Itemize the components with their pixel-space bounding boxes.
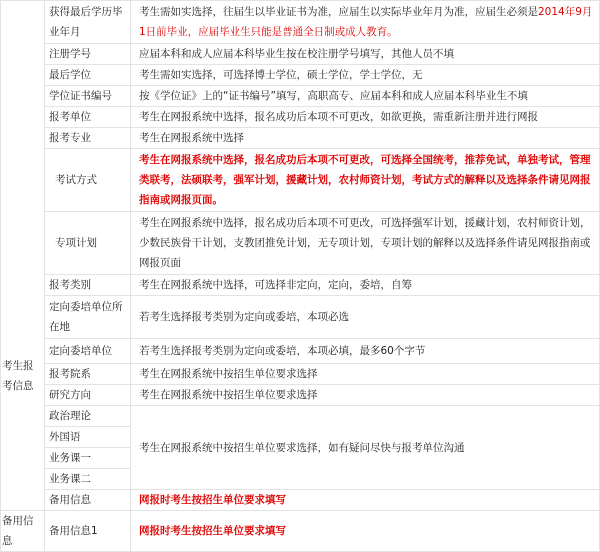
field-label-politics: 政治理论 bbox=[49, 410, 91, 422]
group-label-apply-info: 考生报考信息 bbox=[2, 359, 34, 392]
table-row bbox=[1, 65, 600, 86]
table-row bbox=[1, 275, 600, 296]
table-row bbox=[1, 364, 600, 385]
table-row bbox=[1, 339, 600, 364]
field-label-directed-unit: 定向委培单位 bbox=[49, 345, 112, 357]
field-label-directed-loc: 定向委培单位所在地 bbox=[49, 301, 123, 333]
field-desc-backup: 网报时考生按招生单位要求填写 bbox=[139, 494, 286, 506]
field-label-course1: 业务课一 bbox=[49, 452, 91, 464]
table-row bbox=[1, 149, 600, 212]
field-desc-directed-loc: 若考生选择报考类别为定向或委培，本项必选 bbox=[139, 311, 349, 323]
table-row bbox=[1, 385, 600, 406]
field-desc-reg-no: 应届本科和成人应届本科毕业生按在校注册学号填写，其他人员不填 bbox=[139, 48, 454, 60]
field-desc-grad-time-highlight: 2014年9月1日前毕业，应届毕业生只能是普通全日制或成人教育。 bbox=[139, 6, 593, 38]
field-desc-subjects: 考生在网报系统中按招生单位要求选择，如有疑问尽快与报考单位沟通 bbox=[139, 441, 465, 454]
field-desc-research-dir: 考生在网报系统中按招生单位要求选择 bbox=[139, 389, 318, 401]
table-row bbox=[1, 490, 600, 511]
field-desc-apply-dept: 考生在网报系统中按招生单位要求选择 bbox=[139, 368, 318, 380]
field-name-cell bbox=[45, 1, 131, 44]
field-desc-degree-cert: 按《学位证》上的“证书编号”填写，高职高专、应届本科和成人应届本科毕业生不填 bbox=[139, 90, 528, 102]
field-desc-apply-type: 考生在网报系统中选择，可选择非定向，定向，委培，自筹 bbox=[139, 279, 412, 291]
table-row bbox=[1, 44, 600, 65]
field-label-reg-no: 注册学号 bbox=[49, 48, 91, 60]
table-row bbox=[1, 128, 600, 149]
field-label-backup1: 备用信息1 bbox=[49, 525, 98, 537]
field-label-apply-type: 报考类别 bbox=[49, 279, 91, 291]
field-label-course2: 业务课二 bbox=[49, 473, 91, 485]
field-label-degree: 最后学位 bbox=[49, 69, 91, 81]
group-apply-info-cell bbox=[1, 1, 45, 511]
table-row bbox=[1, 406, 600, 427]
field-desc-apply-major: 考生在网报系统中选择 bbox=[139, 132, 244, 144]
field-label-exam-mode: 考试方式 bbox=[55, 174, 97, 186]
field-label-special-plan: 专项计划 bbox=[55, 237, 97, 249]
field-desc-apply-unit: 考生在网报系统中选择，报名成功后本项不可更改，如欲更换，需重新注册并进行网报 bbox=[139, 111, 538, 123]
table-row bbox=[1, 86, 600, 107]
field-desc-degree: 考生需如实选择，可选择博士学位，硕士学位，学士学位，无 bbox=[139, 69, 423, 81]
field-label-apply-major: 报考专业 bbox=[49, 132, 91, 144]
table-row bbox=[1, 296, 600, 339]
table-row bbox=[1, 212, 600, 275]
field-label-degree-cert: 学位证书编号 bbox=[49, 90, 112, 102]
field-label-research-dir: 研究方向 bbox=[49, 389, 91, 401]
group-label-backup-info: 备用信息 bbox=[2, 515, 34, 547]
field-desc-directed-unit: 若考生选择报考类别为定向或委培，本项必填，最多60个字节 bbox=[139, 345, 426, 357]
field-desc-exam-mode: 考生在网报系统中选择，报名成功后本项不可更改，可选择全国统考，推荐免试，单独考试，管理类联考，法硕联考，强军计划，援藏计划，农村师资计划，考试方式的解释以及选择条件请见网报指南或网报页面。 bbox=[139, 154, 591, 206]
field-desc-cell bbox=[131, 1, 600, 44]
table-row bbox=[1, 1, 600, 44]
field-label-grad-time: 获得最后学历毕业年月 bbox=[49, 6, 123, 38]
field-label-apply-dept: 报考院系 bbox=[49, 368, 91, 380]
field-desc-special-plan: 考生在网报系统中选择，报名成功后本项不可更改，可选择强军计划，援藏计划，农村师资计划，少数民族骨干计划，支教团推免计划，无专项计划，专项计划的解释以及选择条件请见网报指南或网报页面 bbox=[139, 217, 591, 269]
field-desc-grad-time: 考生需如实选择，往届生以毕业证书为准，应届生以实际毕业年月为准，应届生必须是 bbox=[139, 6, 538, 18]
field-label-backup: 备用信息 bbox=[49, 494, 91, 506]
group-backup-info-cell bbox=[1, 511, 45, 552]
field-label-foreign-lang: 外国语 bbox=[49, 431, 81, 443]
field-desc-backup1: 网报时考生按招生单位要求填写 bbox=[139, 525, 286, 537]
table-row bbox=[1, 107, 600, 128]
field-label-apply-unit: 报考单位 bbox=[49, 111, 91, 123]
table-row bbox=[1, 511, 600, 552]
